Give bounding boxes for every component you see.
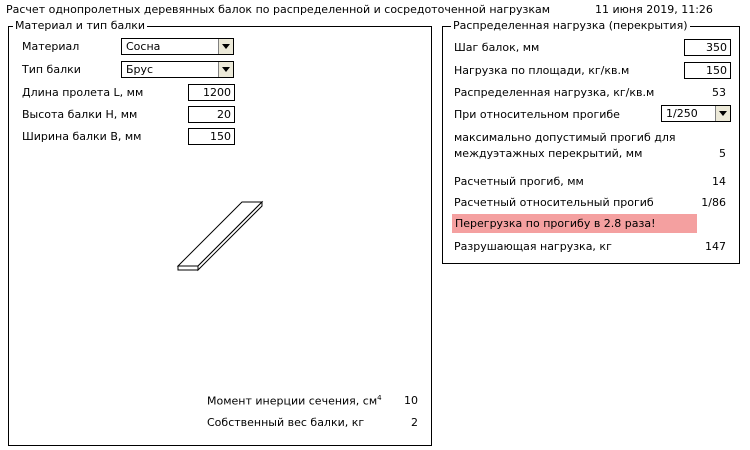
beam-type-select[interactable]	[121, 61, 234, 78]
distributed-load-legend: Распределенная нагрузка (перекрытия)	[453, 19, 688, 32]
material-select-value: Сосна	[126, 40, 161, 53]
area-load-input[interactable]: 150	[684, 62, 731, 79]
span-label: Длина пролета L, мм	[22, 86, 144, 99]
weight-value: 2	[411, 416, 418, 429]
material-group-legend: Материал и тип балки	[15, 19, 146, 32]
beam-type-select-value: Брус	[126, 63, 154, 76]
beam-type-label: Тип балки	[22, 63, 81, 76]
calc-rel-deflection-value: 1/86	[701, 196, 726, 209]
inertia-label	[207, 394, 382, 408]
chevron-down-icon[interactable]	[218, 39, 233, 54]
max-deflection-label-line1: максимально допустимый прогиб для	[454, 131, 676, 144]
break-load-label: Разрушающая нагрузка, кг	[454, 240, 612, 253]
dist-load-value: 53	[712, 86, 726, 99]
chevron-down-icon[interactable]	[218, 62, 233, 77]
inertia-value: 10	[404, 394, 418, 407]
date-time: 11 июня 2019, 11:26	[595, 3, 713, 16]
chevron-down-icon[interactable]	[715, 106, 730, 121]
inertia-label-sup: 4	[377, 394, 382, 402]
max-deflection-label-line2: междуэтажных перекрытий, мм	[454, 147, 643, 160]
calc-deflection-value: 14	[712, 175, 726, 188]
span-input[interactable]: 1200	[188, 84, 235, 101]
area-load-label: Нагрузка по площади, кг/кв.м	[454, 64, 630, 77]
calc-rel-deflection-label: Расчетный относительный прогиб	[454, 196, 654, 209]
page-title: Расчет однопролетных деревянных балок по распределенной и сосредоточенной нагрузкам	[6, 3, 551, 16]
step-input[interactable]: 350	[684, 39, 731, 56]
width-label: Ширина балки B, мм	[22, 130, 142, 143]
width-input[interactable]: 150	[188, 128, 235, 145]
max-deflection-value: 5	[719, 147, 726, 160]
dist-load-label: Распределенная нагрузка, кг/кв.м	[454, 86, 655, 99]
material-label: Материал	[22, 40, 80, 53]
material-select[interactable]	[121, 38, 234, 55]
weight-label: Собственный вес балки, кг	[207, 416, 365, 429]
rel-deflection-select[interactable]	[661, 105, 731, 122]
overload-warning: Перегрузка по прогибу в 2.8 раза!	[452, 214, 697, 233]
rel-deflection-select-value: 1/250	[666, 107, 698, 120]
break-load-value: 147	[705, 240, 726, 253]
height-input[interactable]: 20	[188, 106, 235, 123]
rel-deflection-label: При относительном прогибе	[454, 108, 620, 121]
inertia-label-text: Момент инерции сечения, см	[207, 394, 378, 408]
step-label: Шаг балок, мм	[454, 41, 540, 54]
calc-deflection-label: Расчетный прогиб, мм	[454, 175, 584, 188]
beam-drawing	[170, 192, 270, 277]
height-label: Высота балки H, мм	[22, 108, 138, 121]
